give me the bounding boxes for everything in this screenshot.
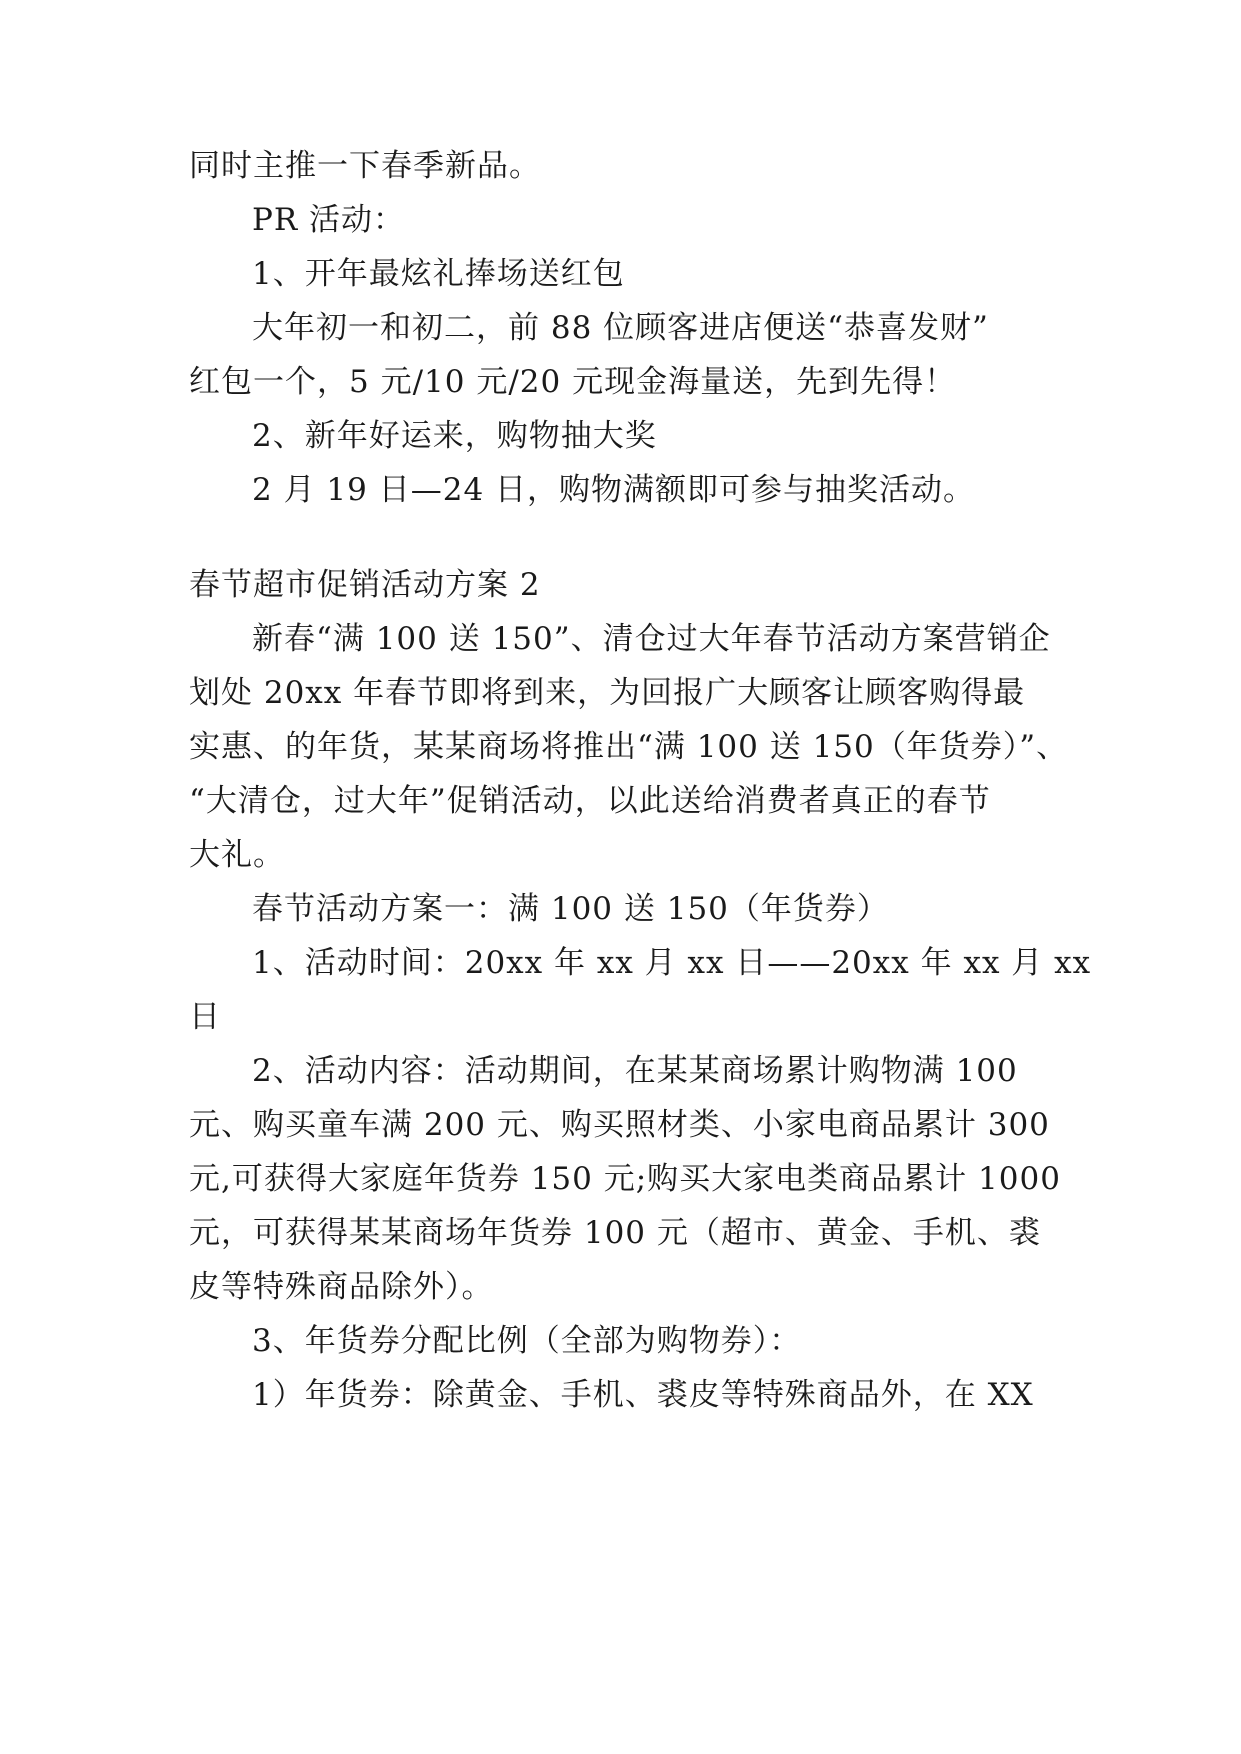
text-line: 皮等特殊商品除外）。: [189, 1269, 494, 1305]
item-heading: 2、新年好运来，购物抽大奖: [252, 418, 657, 454]
text-line: 新春“满 100 送 150”、清仓过大年春节活动方案营销企: [252, 621, 1051, 657]
text-line: 2、活动内容：活动期间，在某某商场累计购物满 100: [252, 1053, 1018, 1089]
text-line: 同时主推一下春季新品。: [189, 148, 541, 184]
section-heading: 春节活动方案一：满 100 送 150（年货券）: [252, 891, 889, 927]
section-heading-pr: PR 活动：: [252, 202, 406, 238]
text-line: 红包一个，5 元/10 元/20 元现金海量送，先到先得！: [189, 364, 957, 400]
text-line: 元、购买童车满 200 元、购买照材类、小家电商品累计 300: [189, 1107, 1050, 1143]
text-line: 日: [189, 999, 221, 1035]
text-line: 元,可获得大家庭年货券 150 元;购买大家电类商品累计 1000: [189, 1161, 1061, 1197]
text-line: 3、年货券分配比例（全部为购物券）：: [252, 1323, 802, 1359]
text-line: 大礼。: [189, 837, 285, 873]
text-line: 划处 20xx 年春节即将到来，为回报广大顾客让顾客购得最: [189, 675, 1026, 711]
text-line: “大清仓，过大年”促销活动，以此送给消费者真正的春节: [189, 783, 991, 819]
text-line: 1、活动时间：20xx 年 xx 月 xx 日——20xx 年 xx 月 xx: [252, 945, 1092, 981]
text-line: 实惠、的年货，某某商场将推出“满 100 送 150（年货券）”、: [189, 729, 1069, 765]
text-line: 1）年货券：除黄金、手机、裘皮等特殊商品外，在 XX: [252, 1377, 1034, 1413]
text-line: 大年初一和初二，前 88 位顾客进店便送“恭喜发财”: [252, 310, 989, 346]
text-line: 2 月 19 日—24 日，购物满额即可参与抽奖活动。: [252, 472, 976, 508]
article-title: 春节超市促销活动方案 2: [189, 567, 541, 603]
text-line: 元，可获得某某商场年货券 100 元（超市、黄金、手机、裘: [189, 1215, 1041, 1251]
item-heading: 1、开年最炫礼捧场送红包: [252, 256, 625, 292]
